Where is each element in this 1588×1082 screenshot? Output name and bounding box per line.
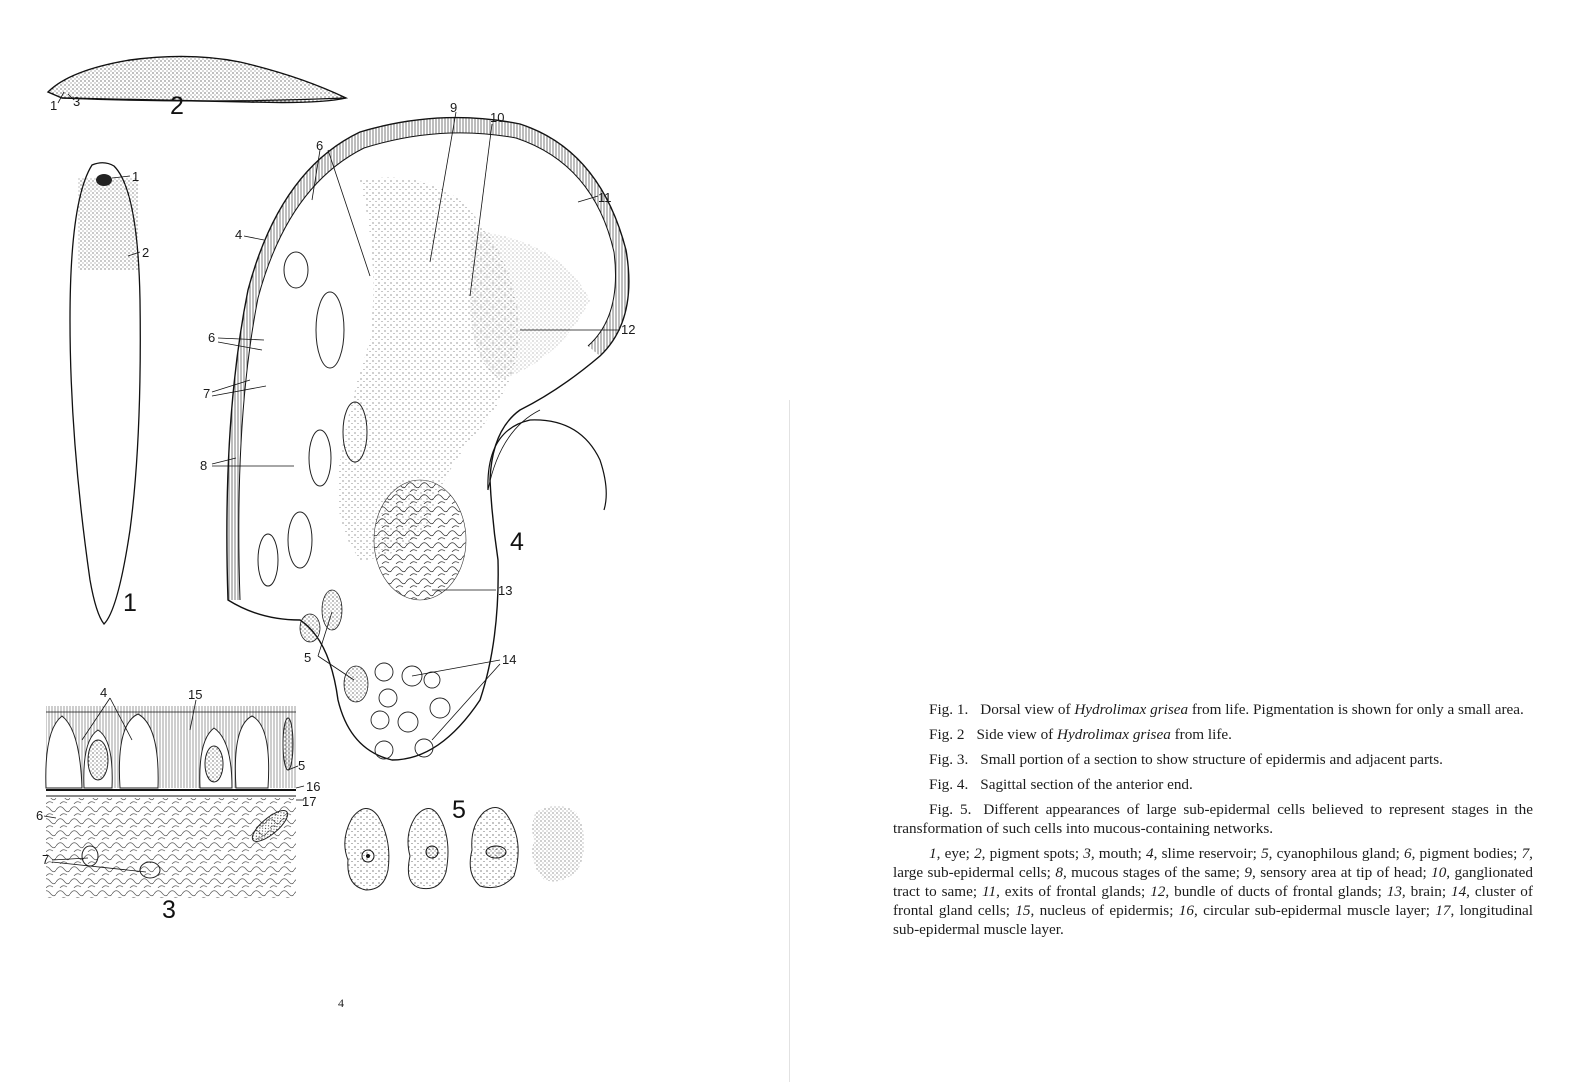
fig3-label-5: 5 — [298, 758, 306, 773]
fig4-label-13: 13 — [498, 583, 513, 598]
caption-fig-4 — [893, 775, 1533, 794]
legend-term: , pigment spots; — [981, 845, 1084, 862]
legend-number: 15 — [1015, 902, 1031, 919]
caption-fig-4-text: Sagittal section of the anterior end. — [980, 776, 1193, 793]
figure-number-5: 5 — [452, 796, 466, 824]
legend-term: , pigment bodies; — [1411, 845, 1522, 862]
legend-number: 10 — [1431, 864, 1447, 881]
caption-fig-1-post: from life. Pigmentation is shown for only a small area. — [1188, 701, 1524, 718]
fig4-label-7: 7 — [203, 386, 211, 401]
legend-number: 8 — [1055, 864, 1063, 881]
legend-number: 5 — [1261, 845, 1269, 862]
legend-number: 4 — [1146, 845, 1154, 862]
caption-fig-2-species: Hydrolimax grisea — [1057, 726, 1171, 743]
figure-plate — [0, 0, 789, 1082]
fig1-label-1: 1 — [132, 169, 140, 184]
figure-1-dorsal-view — [70, 163, 149, 624]
legend-number: 17 — [1435, 902, 1451, 919]
page-gutter — [789, 400, 790, 1082]
legend-term: , eye; — [936, 845, 975, 862]
legend-number: 12 — [1150, 883, 1166, 900]
legend-term: , mucous stages of the same; — [1062, 864, 1245, 881]
fig3-label-4: 4 — [100, 685, 108, 700]
legend-term: , circular sub-epidermal muscle layer; — [1193, 902, 1436, 919]
fig2-label-3: 3 — [73, 94, 81, 109]
legend-term: , slime reservoir; — [1153, 845, 1262, 862]
caption-fig-1 — [893, 700, 1533, 719]
fig3-label-17: 17 — [302, 794, 317, 809]
caption-fig-3-text: Small portion of a section to show structure of epidermis and adjacent parts. — [980, 751, 1443, 768]
legend-number: 6 — [1403, 845, 1412, 862]
fig1-label-2: 2 — [142, 245, 150, 260]
caption-fig-1-species: Hydrolimax grisea — [1074, 701, 1189, 718]
caption-fig-1-number: Fig. 1. — [929, 701, 969, 718]
legend-number: 2 — [974, 845, 982, 862]
legend-term: , exits of frontal glands; — [996, 883, 1151, 900]
legend-number: 13 — [1386, 883, 1402, 900]
legend-term: , ganglionated tract to same; — [893, 864, 1533, 900]
caption-fig-2-pre: Side view of — [976, 726, 1058, 743]
legend-term: , cyanophilous gland; — [1268, 845, 1404, 862]
caption-fig-4-number: Fig. 4. — [929, 776, 969, 793]
fig3-label-7: 7 — [42, 852, 50, 867]
legend-number: 11 — [982, 883, 997, 900]
fig4-label-6a: 6 — [316, 138, 324, 153]
caption-fig-5-text: Different appearances of large sub-epidermal cells believed to represent stages in the transformation of such cells into mucous-containing networks. — [893, 801, 1533, 837]
fig4-label-14: 14 — [502, 652, 517, 667]
legend-term: , bundle of ducts of frontal glands; — [1165, 883, 1387, 900]
legend-number: 7 — [1521, 845, 1530, 862]
caption-fig-3 — [893, 750, 1533, 769]
caption-fig-5 — [893, 800, 1533, 838]
caption-fig-5-number: Fig. 5. — [929, 801, 972, 818]
caption-fig-1-pre: Dorsal view of — [980, 701, 1075, 718]
figure-3-epidermis-section — [36, 685, 320, 924]
legend-term: , mouth; — [1090, 845, 1147, 862]
legend-number: 9 — [1244, 864, 1252, 881]
fig4-label-8: 8 — [200, 458, 208, 473]
fig4-label-11: 11 — [598, 190, 612, 205]
figure-number-2: 2 — [170, 92, 184, 120]
fig4-label-4: 4 — [235, 227, 243, 242]
figure-2-side-view — [48, 56, 346, 120]
fig4-label-6b: 6 — [208, 330, 216, 345]
figure-number-1: 1 — [123, 589, 137, 617]
legend-number: 1 — [929, 845, 937, 862]
legend-term: , brain; — [1401, 883, 1451, 900]
legend-term: , cluster of frontal gland cells; — [893, 883, 1533, 919]
fig4-label-5: 5 — [304, 650, 312, 665]
legend-term: , sensory area at tip of head; — [1251, 864, 1432, 881]
fig3-label-6: 6 — [36, 808, 44, 823]
plate-drawing — [0, 0, 789, 1082]
caption-legend — [893, 844, 1533, 939]
fig4-label-9: 9 — [450, 100, 458, 115]
legend-number: 14 — [1450, 883, 1467, 900]
legend-term: , large sub-epidermal cells; — [893, 845, 1533, 881]
fig3-label-16: 16 — [306, 779, 321, 794]
fig4-label-12: 12 — [621, 322, 636, 337]
legend-term: , longitudinal sub-epidermal muscle layer. — [893, 902, 1534, 938]
fig2-label-1: 1 — [50, 98, 58, 113]
figure-number-3: 3 — [162, 896, 176, 924]
figure-4-sagittal-section — [200, 100, 635, 760]
figure-5-cell-stages — [345, 796, 584, 890]
caption-fig-2-post: from life. — [1170, 726, 1232, 743]
page-number: 4 — [338, 996, 344, 1010]
figure-number-4: 4 — [510, 528, 524, 556]
caption-fig-2-number: Fig. 2 — [929, 726, 965, 743]
legend-number: 16 — [1178, 902, 1194, 919]
legend-term: , nucleus of epidermis; — [1030, 902, 1179, 919]
caption-fig-3-number: Fig. 3. — [929, 751, 969, 768]
fig4-label-10: 10 — [490, 110, 505, 125]
legend-number: 3 — [1083, 845, 1091, 862]
caption-fig-2 — [893, 725, 1533, 744]
figure-captions — [893, 700, 1533, 945]
fig3-label-15: 15 — [188, 687, 203, 702]
